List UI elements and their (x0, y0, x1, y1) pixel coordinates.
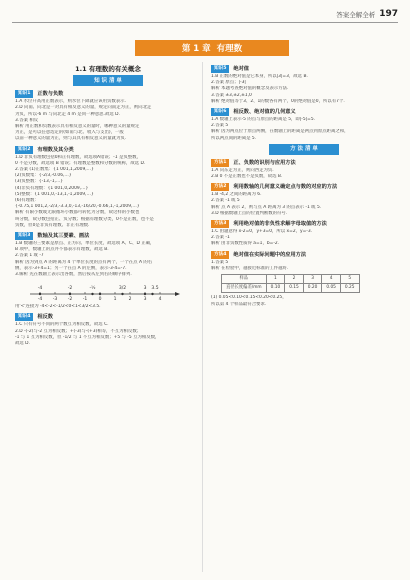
text-line: 解析 绝对值等于3、2、1的数各有两个，0的绝对值是0，所以有7个. (211, 98, 345, 104)
text-line: 解析 有限小数或无限循环小数都可转化为分数，故这样的小数也 (15, 210, 140, 216)
svg-text:2: 2 (128, 297, 132, 303)
text-line: 解析 用正数和负数表示具有相反意义的量时，哪种意义的量规定 (15, 124, 140, 130)
text-line: 1.D 非负有理数包括0和正有理数，故选项A错误；-1 是负整数， (15, 154, 141, 160)
ordering-result: 用'<'连接为 -4<-2<-1/2<0<1<3/2<3.5. (15, 304, 101, 310)
number-line-svg (25, 280, 185, 302)
table-cell: 0.05 (322, 284, 341, 293)
text-line: 解析 因为到点 A 的距离为 4 个单位长度的点有两个，一个在点 A 的右 (15, 259, 153, 265)
table-cell: 1 (266, 275, 285, 284)
knowledge-6-title: 相反数、绝对值的几何意义 (233, 108, 296, 115)
table-cell: 2 (285, 275, 304, 284)
text-line: 3.答案 相反 (15, 117, 39, 123)
knowledge-1-heading (15, 90, 201, 98)
column-divider (202, 62, 203, 572)
knowledge-5-tag: 知识5 (211, 65, 229, 73)
text-line: (3)负整数：{-13,-1,…} (15, 179, 64, 185)
text-line: 2.D -(-2)与-2 互为相反数；+(-3)与-(+3)相等，不互为相反数； (15, 328, 142, 334)
table-cell: 0.25 (340, 284, 359, 293)
text-line: 1.答案 5 (211, 259, 229, 265)
method-3-heading (211, 220, 397, 228)
svg-text:3.5: 3.5 (151, 286, 159, 292)
method-banner: 方 法 清 单 (269, 144, 339, 155)
knowledge-1-title: 正数与负数 (37, 91, 64, 98)
svg-text:-4: -4 (37, 297, 43, 303)
page-number: 197 (379, 9, 398, 19)
text-line: 1.C 由题意得 x-2=0，y+3=0，所以 x=2，y=-3. (211, 229, 313, 235)
chapter-title (135, 40, 289, 56)
right-column (211, 62, 397, 308)
text-line: 2.答案 5 (211, 123, 229, 129)
text-line: {-0.75,1 001,2,-2/3,-3.3,0,-13,-16/20,-0.66,1,-1,2009,…} (15, 204, 140, 210)
text-line: 1.A 数轴上表示-5 的点与原点的距离是 5，即|-5|=5. (211, 117, 316, 123)
table-cell: 样品 (222, 275, 267, 284)
text-line: 为正，是可以任意选定的(如南与北、收入与支出)，一般 (15, 130, 124, 136)
text-line: 所以第 4 个样品最符合要求. (211, 301, 267, 307)
svg-text:0: 0 (98, 297, 102, 303)
text-line: 0 不是分数，故选项 B 错误；有理数是整数和分数的统称，故选 D. (15, 160, 146, 166)
method-2-body (211, 192, 397, 217)
knowledge-2-body (15, 155, 201, 229)
text-line: 2.答案 原点；|-3| (211, 80, 246, 86)
svg-text:-1: -1 (82, 297, 88, 303)
header-right (336, 9, 398, 19)
svg-text:-2: -2 (67, 286, 73, 292)
text-line: 解析 本题考查绝对值的概念及表示方法. (211, 86, 289, 92)
page-header (0, 0, 410, 30)
left-column (15, 62, 201, 347)
svg-text:-2: -2 (67, 297, 73, 303)
text-line: 1.A 水位升高用正数表示，则水位下降就应该用负数表示. (15, 99, 126, 105)
text-line: 2.答案 1 或 -7 (15, 253, 44, 259)
method-3-title: 利用绝对值的非负性求解字母取值的方法 (233, 220, 327, 227)
chapter-number: 第 1 章 (181, 44, 211, 54)
text-line: (1) 0.05<0.10<0.15<0.20<0.25， (211, 295, 287, 301)
knowledge-6-tag: 知识6 (211, 108, 229, 116)
text-line: 解析 在检验中，越接近标准的工件越好. (211, 265, 289, 271)
text-line: (4)非负有理数：{1 001,0,2009,…} (15, 185, 89, 191)
table-cell: 3 (303, 275, 322, 284)
knowledge-banner: 知 识 清 单 (73, 75, 143, 86)
text-line: 所以两点间的距离是 5. (211, 135, 257, 141)
text-line: (6)有理数： (15, 198, 39, 204)
method-1-body (211, 168, 397, 180)
method-2-title: 利用数轴的几何意义确定点与数的对应的方法 (233, 184, 338, 191)
table-cell: 0.20 (303, 284, 322, 293)
knowledge-3-tag: 知识3 (15, 232, 33, 240)
method-2-heading (211, 183, 397, 191)
text-line: 故选 D. (15, 341, 30, 347)
text-line: -1 与 1 互为相反数，但 -1/2 与 1 不互为相反数；+5 与 -5 互为相反数， (15, 334, 160, 340)
svg-text:4: 4 (158, 297, 162, 303)
text-line: 叫分数，故分数包括正、负分数；根据有理数分类，0不是正数，也不是 (15, 216, 154, 222)
text-line: 1.B -4,2 之间的距离为 6. (211, 192, 262, 198)
text-line: 3.解析 先在数轴上表示出各数，然后按从左到右的顺序排列. (15, 272, 132, 278)
text-line: 2.答案 -1 或 5 (211, 198, 240, 204)
table-cell: 5 (340, 275, 359, 284)
svg-text:-4: -4 (37, 286, 43, 292)
text-line: 2.答案 (1)正数集：{1 001,1,2009,…} (15, 167, 94, 173)
knowledge-4-tag: 知识4 (15, 313, 33, 321)
text-line: 为负，所以-6 m 与向北走 4 m 是同一种意思.故选 D. (15, 111, 120, 117)
text-line: 1.A 向东走为正，则向西走为负. (211, 167, 274, 173)
text-line: 2.答案 -1 (211, 235, 230, 241)
svg-text:-½: -½ (89, 286, 96, 292)
knowledge-1-tag: 知识1 (15, 90, 33, 98)
text-line: 2.D 向南、向北是一对具有相反意义的量，规定向南走为正，则向北走 (15, 105, 152, 111)
text-line: B 项中，数轴上的点并不都表示有理数，故选 B. (15, 247, 109, 253)
text-line: 解析 因为两点位于原点两侧，在数轴上的距离是两点到原点距离之和， (211, 129, 349, 135)
sample-table (221, 274, 360, 293)
header-rule (12, 22, 398, 23)
knowledge-1-body (15, 99, 201, 142)
knowledge-5-heading (211, 65, 397, 73)
table-row (222, 284, 360, 293)
text-line: (5)整数：{1 001,0,-13,1,-1,2009,…} (15, 191, 94, 197)
knowledge-3-title: 数轴及其三要素、画法 (37, 232, 90, 239)
text-line: 解析 点 A 表示 2，则与点 A 距离为 3 的点表示 -1 或 5. (211, 204, 322, 210)
knowledge-4-title: 相反数 (37, 314, 53, 321)
table-cell: 0.15 (285, 284, 304, 293)
knowledge-3-heading (15, 232, 201, 240)
knowledge-5-body (211, 74, 397, 105)
table-cell: 0.10 (266, 284, 285, 293)
method-2-tag: 方法2 (211, 183, 229, 191)
table-cell: 4 (322, 275, 341, 284)
svg-text:3: 3 (143, 297, 147, 303)
text-line: 1.B 数轴的三要素是原点、正方向、单位长度，故选项 A、C、D 正确， (15, 241, 155, 247)
text-line: 2.B 0 不是正数也不是负数，故选 B. (211, 174, 283, 180)
table-notes (211, 295, 397, 307)
text-line: 3.答案 ±3,±2,±1,0 (211, 92, 252, 98)
method-3-body (211, 229, 397, 248)
svg-text:3/2: 3/2 (118, 286, 127, 292)
knowledge-4-heading (15, 313, 201, 321)
number-line-figure (15, 280, 201, 302)
chapter-name: 有理数 (216, 44, 243, 54)
svg-text:-3: -3 (52, 297, 58, 303)
method-4-title: 绝对值在实际问题中的应用方法 (233, 251, 307, 258)
header-label: 答案全解全析 (336, 10, 376, 19)
knowledge-3-body (15, 241, 201, 278)
text-line: 解析 由非负数性质得 a=1，b=-2. (211, 241, 280, 247)
method-1-tag: 方法1 (211, 159, 229, 167)
knowledge-6-heading (211, 108, 397, 116)
method-1-title: 正、负数的识别与应用方法 (233, 159, 296, 166)
section-title: 1.1 有理数的有关概念 (75, 65, 141, 73)
text-line: 侧，表示-3+4=1；另一个在点 A 的左侧，表示-3-4=-7. (15, 265, 127, 271)
text-line: 负数，但0是非负有理数、非正有理数. (15, 222, 90, 228)
knowledge-6-body (211, 117, 397, 142)
svg-text:1: 1 (113, 297, 117, 303)
text-line: (2)负数集：{-2/3,-0.06,…} (15, 173, 72, 179)
table-row (222, 275, 360, 284)
text-line: 3.D 根据数轴上点的位置判断数的符号. (211, 210, 288, 216)
method-1-heading (211, 159, 397, 167)
method-4-tag: 方法4 (211, 251, 229, 259)
knowledge-2-heading (15, 146, 201, 154)
svg-text:3: 3 (143, 286, 147, 292)
method-4-body (211, 260, 397, 272)
knowledge-4-body (15, 322, 201, 347)
knowledge-2-title: 有理数及其分类 (37, 146, 74, 153)
method-3-tag: 方法3 (211, 220, 229, 228)
text-line: 1.C 只有符号不同的两个数互为相反数，故选 C. (15, 322, 109, 328)
text-line: 以前一种意义的量为正，则与其具有相反意义的量就为负. (15, 136, 127, 142)
knowledge-2-tag: 知识2 (15, 146, 33, 154)
text-line: 1.B 正数的绝对值是它本身，所以|3|=3，故选 B. (211, 74, 308, 79)
table-cell: 直径长度偏差/mm (222, 284, 267, 293)
knowledge-5-title: 绝对值 (233, 65, 249, 72)
method-4-heading (211, 251, 397, 259)
